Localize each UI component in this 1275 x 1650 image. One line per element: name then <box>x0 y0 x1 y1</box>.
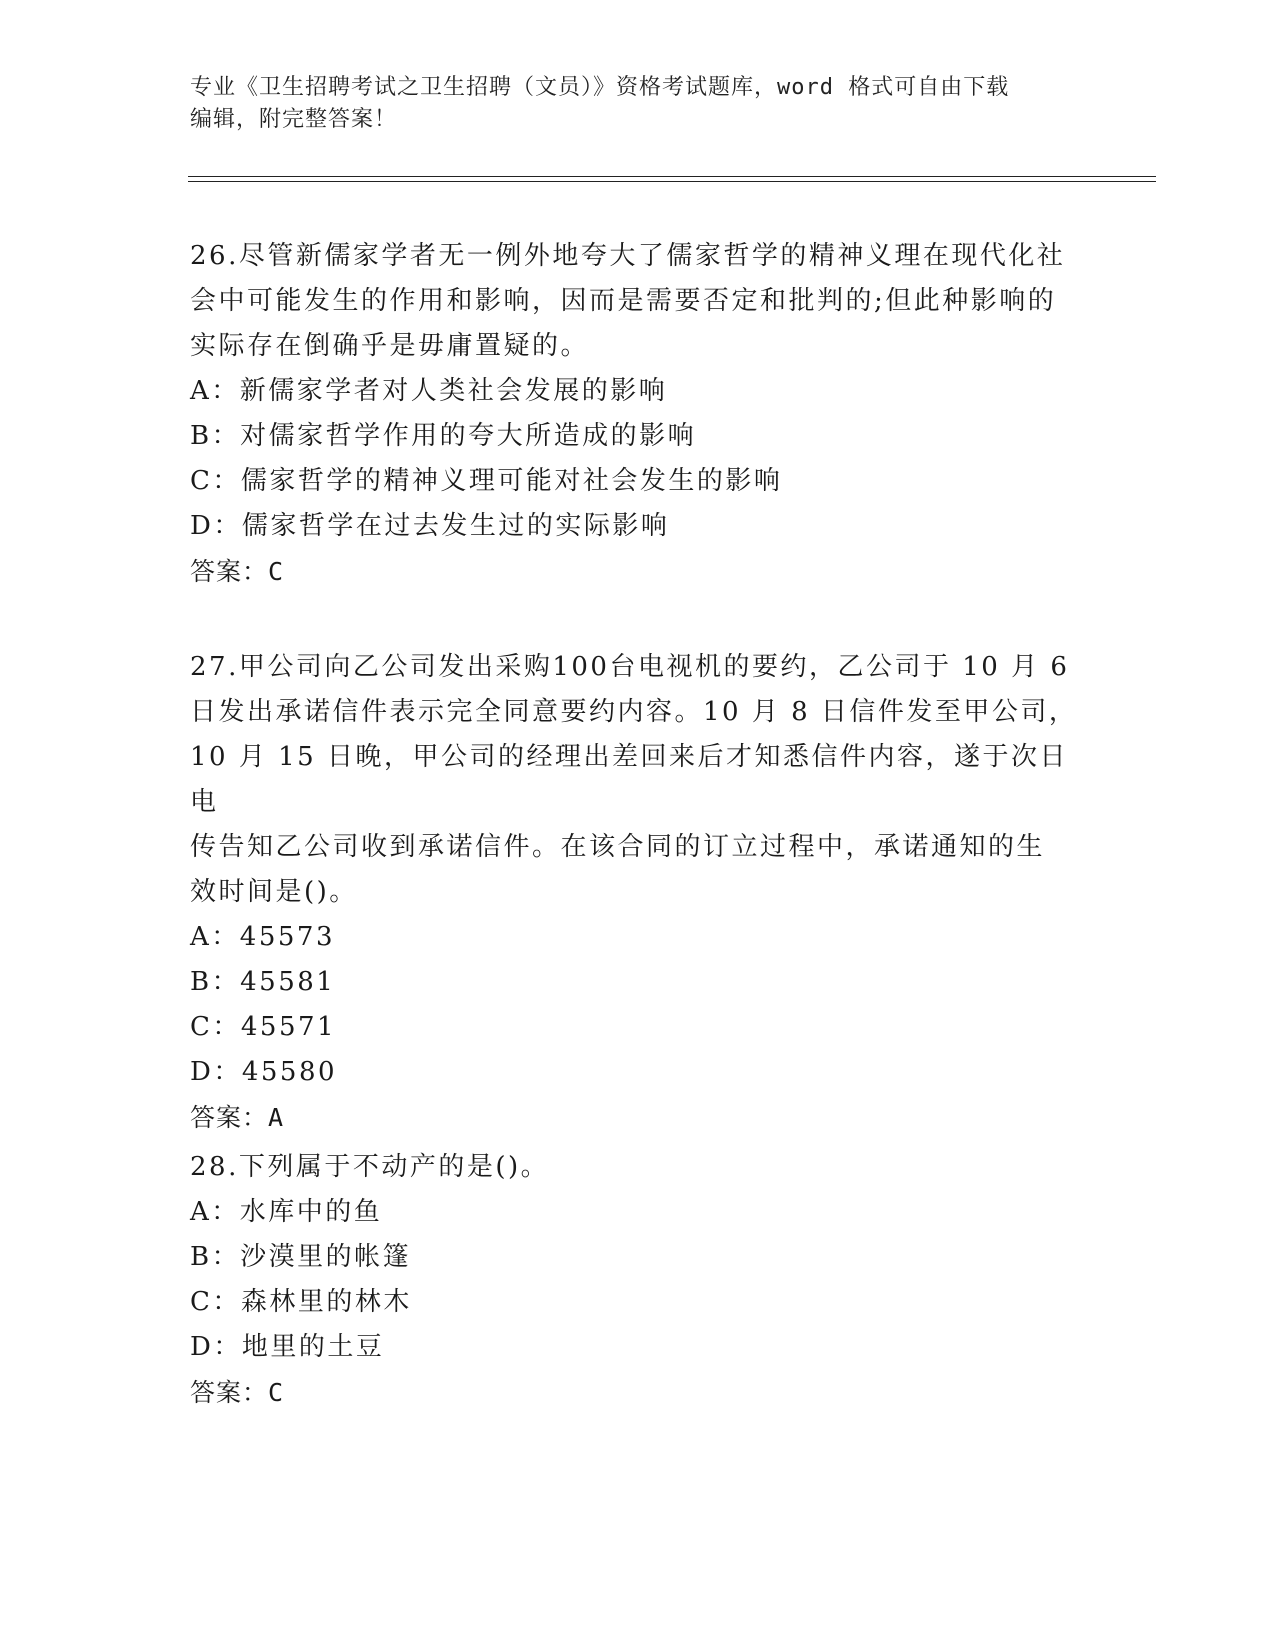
option-a: A：新儒家学者对人类社会发展的影响 <box>190 376 668 406</box>
option-d: D：地里的土豆 <box>190 1332 385 1362</box>
option-d: D：儒家哲学在过去发生过的实际影响 <box>190 511 670 541</box>
option-c: C：45571 <box>190 1012 337 1042</box>
question-stem-line: 27.甲公司向乙公司发出采购100台电视机的要约，乙公司于 10 月 6 <box>190 652 1070 682</box>
option-d: D：45580 <box>190 1057 338 1087</box>
question-27 <box>190 645 1090 1140</box>
question-stem-line: 传告知乙公司收到承诺信件。在该合同的订立过程中，承诺通知的生 <box>190 832 1046 862</box>
answer-line: 答案：C <box>190 1378 285 1407</box>
answer-line: 答案：A <box>190 1103 285 1132</box>
document-header <box>190 72 1090 136</box>
header-line-2: 编辑，附完整答案！ <box>190 107 398 132</box>
option-c: C：森林里的林木 <box>190 1287 412 1317</box>
header-divider-bottom <box>188 181 1156 182</box>
option-c: C：儒家哲学的精神义理可能对社会发生的影响 <box>190 466 783 496</box>
option-b: B：45581 <box>190 967 336 997</box>
question-stem-line: 28.下列属于不动产的是()。 <box>190 1152 550 1182</box>
answer-line: 答案：C <box>190 557 285 586</box>
question-stem-line: 实际存在倒确乎是毋庸置疑的。 <box>190 331 590 361</box>
option-a: A：45573 <box>190 922 335 952</box>
option-a: A：水库中的鱼 <box>190 1197 383 1227</box>
question-26 <box>190 234 1090 594</box>
option-b: B：对儒家哲学作用的夸大所造成的影响 <box>190 421 697 451</box>
question-stem-line: 日发出承诺信件表示完全同意要约内容。10 月 8 日信件发至甲公司， <box>190 697 1078 727</box>
question-stem-line: 会中可能发生的作用和影响，因而是需要否定和批判的;但此种影响的 <box>190 286 1057 316</box>
question-28 <box>190 1145 1090 1415</box>
header-line-1: 专业《卫生招聘考试之卫生招聘（文员）》资格考试题库，word 格式可自由下载 <box>190 75 1010 100</box>
question-stem-line: 10 月 15 日晚，甲公司的经理出差回来后才知悉信件内容，遂于次日电 <box>190 742 1068 817</box>
header-divider-top <box>188 176 1156 177</box>
option-b: B：沙漠里的帐篷 <box>190 1242 412 1272</box>
question-stem-line: 效时间是()。 <box>190 877 358 907</box>
question-stem-line: 26.尽管新儒家学者无一例外地夸大了儒家哲学的精神义理在现代化社 <box>190 241 1066 271</box>
